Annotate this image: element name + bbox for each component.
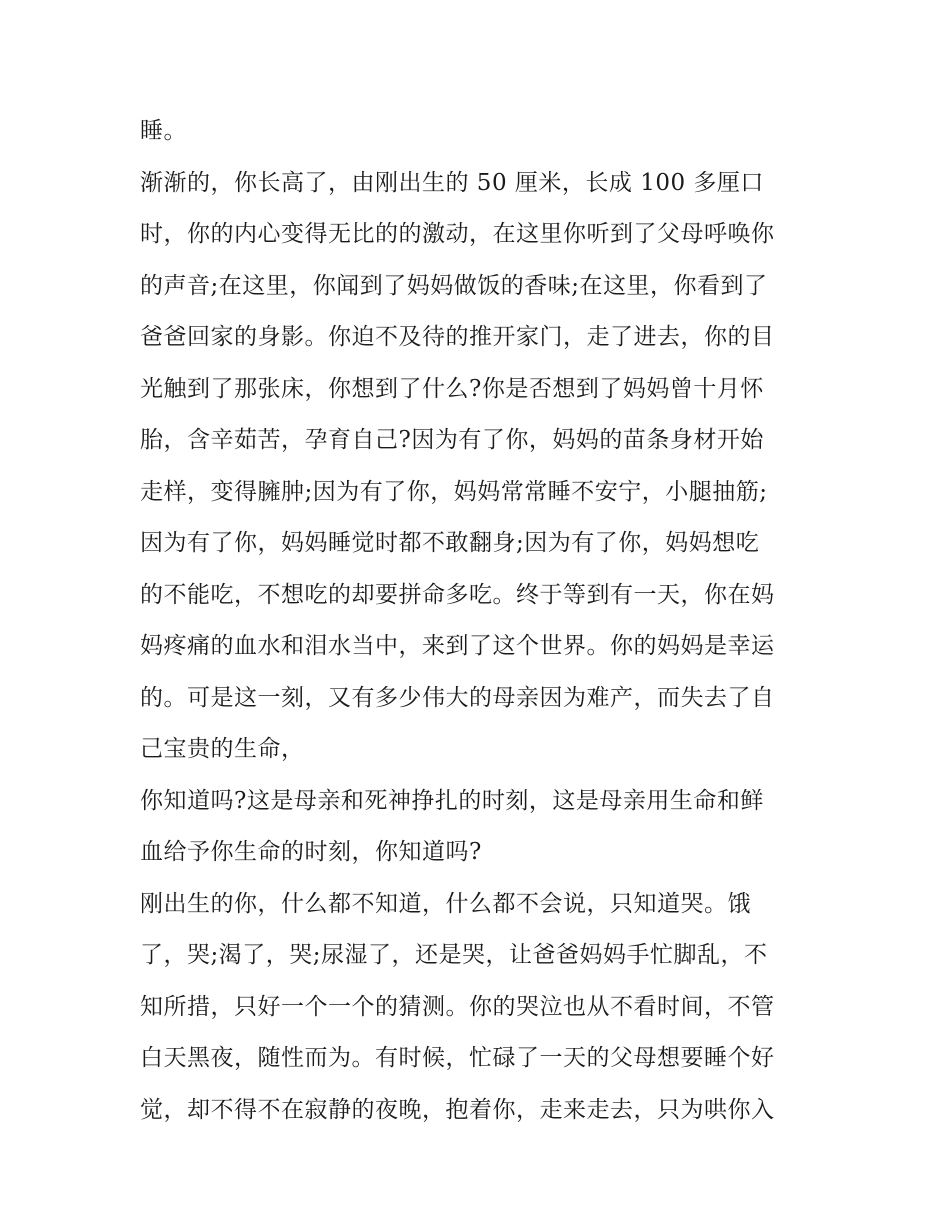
text-line: 血给予你生命的时刻，你知道吗? [140,839,482,865]
text-line: 爸爸回家的身影。你迫不及待的推开家门，走了进去，你的目 [140,324,775,350]
text-line: 因为有了你，妈妈睡觉时都不敢翻身;因为有了你，妈妈想吃 [140,530,760,556]
text-line: 妈疼痛的血水和泪水当中，来到了这个世界。你的妈妈是幸运 [140,633,775,659]
text-line: 的声音;在这里，你闻到了妈妈做饭的香味;在这里，你看到了 [140,272,768,299]
text-line: 觉，却不得不在寂静的夜晚，抱着你，走来走去，只为哄你入 [140,1096,775,1123]
text-line: 渐渐的，你长高了，由刚出生的 50 厘米，长成 100 多厘口 [140,169,764,196]
text-line: 走样，变得臃肿;因为有了你，妈妈常常睡不安宁，小腿抽筋; [140,478,768,505]
text-line: 时，你的内心变得无比的的激动，在这里你听到了父母呼唤你 [140,221,775,247]
text-line: 光触到了那张床，你想到了什么?你是否想到了妈妈曾十月怀 [140,375,764,402]
text-line: 的。可是这一刻，又有多少伟大的母亲因为难产，而失去了自 [140,684,775,711]
body-text [140,106,830,1136]
text-line: 了，哭;渴了，哭;尿湿了，还是哭，让爸爸妈妈手忙脚乱，不 [140,942,768,968]
text-line: 的不能吃，不想吃的却要拼命多吃。终于等到有一天，你在妈 [140,581,775,608]
text-line: 己宝贵的生命， [140,736,305,762]
text-line: 白天黑夜，随性而为。有时候，忙碌了一天的父母想要睡个好 [140,1045,775,1071]
text-line: 胎，含辛茹苦，孕育自己?因为有了你，妈妈的苗条身材开始 [140,427,764,453]
text-line: 刚出生的你，什么都不知道，什么都不会说，只知道哭。饿 [140,890,751,917]
text-line: 知所措，只好一个一个的猜测。你的哭泣也从不看时间，不管 [140,993,775,1020]
text-line: 你知道吗?这是母亲和死神挣扎的时刻，这是母亲用生命和鲜 [140,787,764,814]
text-line: 睡。 [140,118,187,144]
